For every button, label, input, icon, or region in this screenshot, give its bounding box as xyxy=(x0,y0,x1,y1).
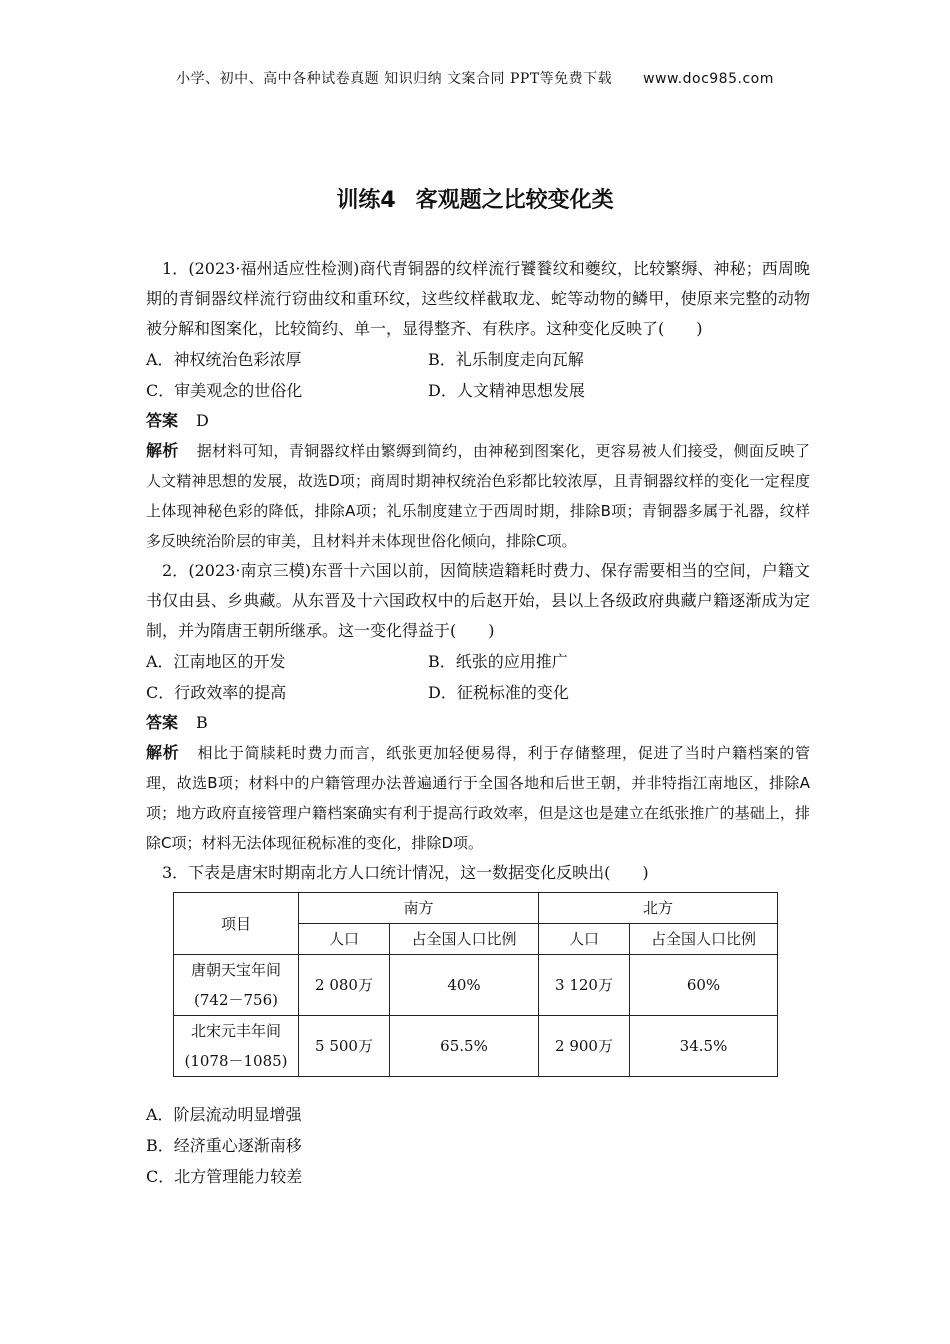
table-row xyxy=(174,955,778,1016)
analysis-label: 解析 xyxy=(146,441,179,460)
q1-option-a: A．神权统治色彩浓厚 xyxy=(146,350,302,369)
header-url[interactable]: www.doc985.com xyxy=(643,71,774,87)
q1-stem: 1．(2023·福州适应性检测)商代青铜器的纹样流行饕餮纹和夔纹，比较繁缛、神秘；西周晚期的青铜器纹样流行窃曲纹和重环纹，这些纹样截取龙、蛇等动物的鳞甲，使原来完整的动物被分解和图案化，比较简约、单一，显得整齐、有秩序。这种变化反映了( ) xyxy=(146,259,810,338)
table-subheader: 占全国人口比例 xyxy=(390,924,539,955)
header-text: 小学、初中、高中各种试卷真题 知识归纳 文案合同 PPT等免费下载 xyxy=(176,71,613,87)
q1-answer-value: D xyxy=(196,411,209,430)
table-cell: 5 500万 xyxy=(299,1016,390,1077)
table-cell: 65.5% xyxy=(390,1016,539,1077)
answer-label: 答案 xyxy=(146,713,179,732)
q1-option-b: B．礼乐制度走向瓦解 xyxy=(428,350,584,369)
q3-option-c-text: C．北方管理能力较差 xyxy=(146,1167,303,1186)
q2-options-row1 xyxy=(146,646,810,677)
q1-analysis-text: 据材料可知，青铜器纹样由繁缛到简约，由神秘到图案化，更容易被人们接受，侧面反映了人文精神思想的发展，故选D项；商周时期神权统治色彩都比较浓厚，且青铜器纹样的变化一定程度上体现神秘色彩的降低，排除A项；礼乐制度建立于西周时期，排除B项；青铜器多属于礼器，纹样多反映统治阶层的审美，且材料并未体现世俗化倾向，排除C项。 xyxy=(146,442,810,550)
page-title xyxy=(0,183,950,214)
q2-stem: 2．(2023·南京三模)东晋十六国以前，因简牍造籍耗时费力、保存需要相当的空间，户籍文书仅由县、乡典藏。从东晋及十六国政权中的后赵开始，县以上各级政府典藏户籍逐渐成为定制，并为隋唐王朝所继承。这一变化得益于( ) xyxy=(146,561,810,640)
table-group-north: 北方 xyxy=(539,893,778,924)
title-number: 训练4 xyxy=(336,188,396,213)
table-cell: 34.5% xyxy=(630,1016,778,1077)
q3-stem: 3．下表是唐宋时期南北方人口统计情况，这一数据变化反映出( ) xyxy=(162,863,649,882)
q3-option-c xyxy=(146,1161,810,1192)
row-label xyxy=(174,1016,299,1077)
table-row xyxy=(174,1016,778,1077)
table-cell: 40% xyxy=(390,955,539,1016)
table-cell: 2 080万 xyxy=(299,955,390,1016)
q1-answer xyxy=(146,406,810,436)
q3-option-b xyxy=(146,1130,810,1161)
q1-options-row1 xyxy=(146,344,810,375)
analysis-label: 解析 xyxy=(146,743,180,762)
row-years: (742－756) xyxy=(194,991,278,1009)
row-name: 北宋元丰年间 xyxy=(190,1022,281,1040)
table-cell: 60% xyxy=(630,955,778,1016)
table-group-south: 南方 xyxy=(299,893,539,924)
q2-analysis xyxy=(146,738,810,858)
q2-analysis-text: 相比于简牍耗时费力而言，纸张更加轻便易得，利于存储整理，促进了当时户籍档案的管理，故选B项；材料中的户籍管理办法普遍通行于全国各地和后世王朝，并非特指江南地区，排除A项；地方政府直接管理户籍档案确实有利于提高行政效率，但是这也是建立在纸张推广的基础上，排除C项；材料无法体现征税标准的变化，排除D项。 xyxy=(146,744,810,852)
q3-option-a-text: A．阶层流动明显增强 xyxy=(146,1105,302,1124)
q3-option-a xyxy=(146,1099,810,1130)
table-subheader: 占全国人口比例 xyxy=(630,924,778,955)
q3-option-b-text: B．经济重心逐渐南移 xyxy=(146,1136,302,1155)
table-corner: 项目 xyxy=(174,893,299,955)
page-header xyxy=(0,68,950,88)
table-cell: 2 900万 xyxy=(539,1016,630,1077)
population-table xyxy=(173,892,778,1077)
row-name: 唐朝天宝年间 xyxy=(190,961,281,979)
q2-option-b: B．纸张的应用推广 xyxy=(428,652,568,671)
table-header-row xyxy=(174,893,778,924)
q1-options-row2 xyxy=(146,375,810,406)
row-years: (1078－1085) xyxy=(184,1052,288,1070)
title-text: 客观题之比较变化类 xyxy=(415,188,614,213)
table-subheader: 人口 xyxy=(539,924,630,955)
q1-option-c: C．审美观念的世俗化 xyxy=(146,381,303,400)
q2-option-c: C．行政效率的提高 xyxy=(146,683,287,702)
q2-options-row2 xyxy=(146,677,810,708)
question-content xyxy=(146,254,810,1192)
table-subheader: 人口 xyxy=(299,924,390,955)
q2-option-a: A．江南地区的开发 xyxy=(146,652,286,671)
table-cell: 3 120万 xyxy=(539,955,630,1016)
q2-answer-value: B xyxy=(196,713,208,732)
row-label xyxy=(174,955,299,1016)
q1-analysis xyxy=(146,436,810,556)
q1-option-d: D．人文精神思想发展 xyxy=(428,381,585,400)
q2-answer xyxy=(146,708,810,738)
q2-option-d: D．征税标准的变化 xyxy=(428,683,569,702)
answer-label: 答案 xyxy=(146,411,179,430)
